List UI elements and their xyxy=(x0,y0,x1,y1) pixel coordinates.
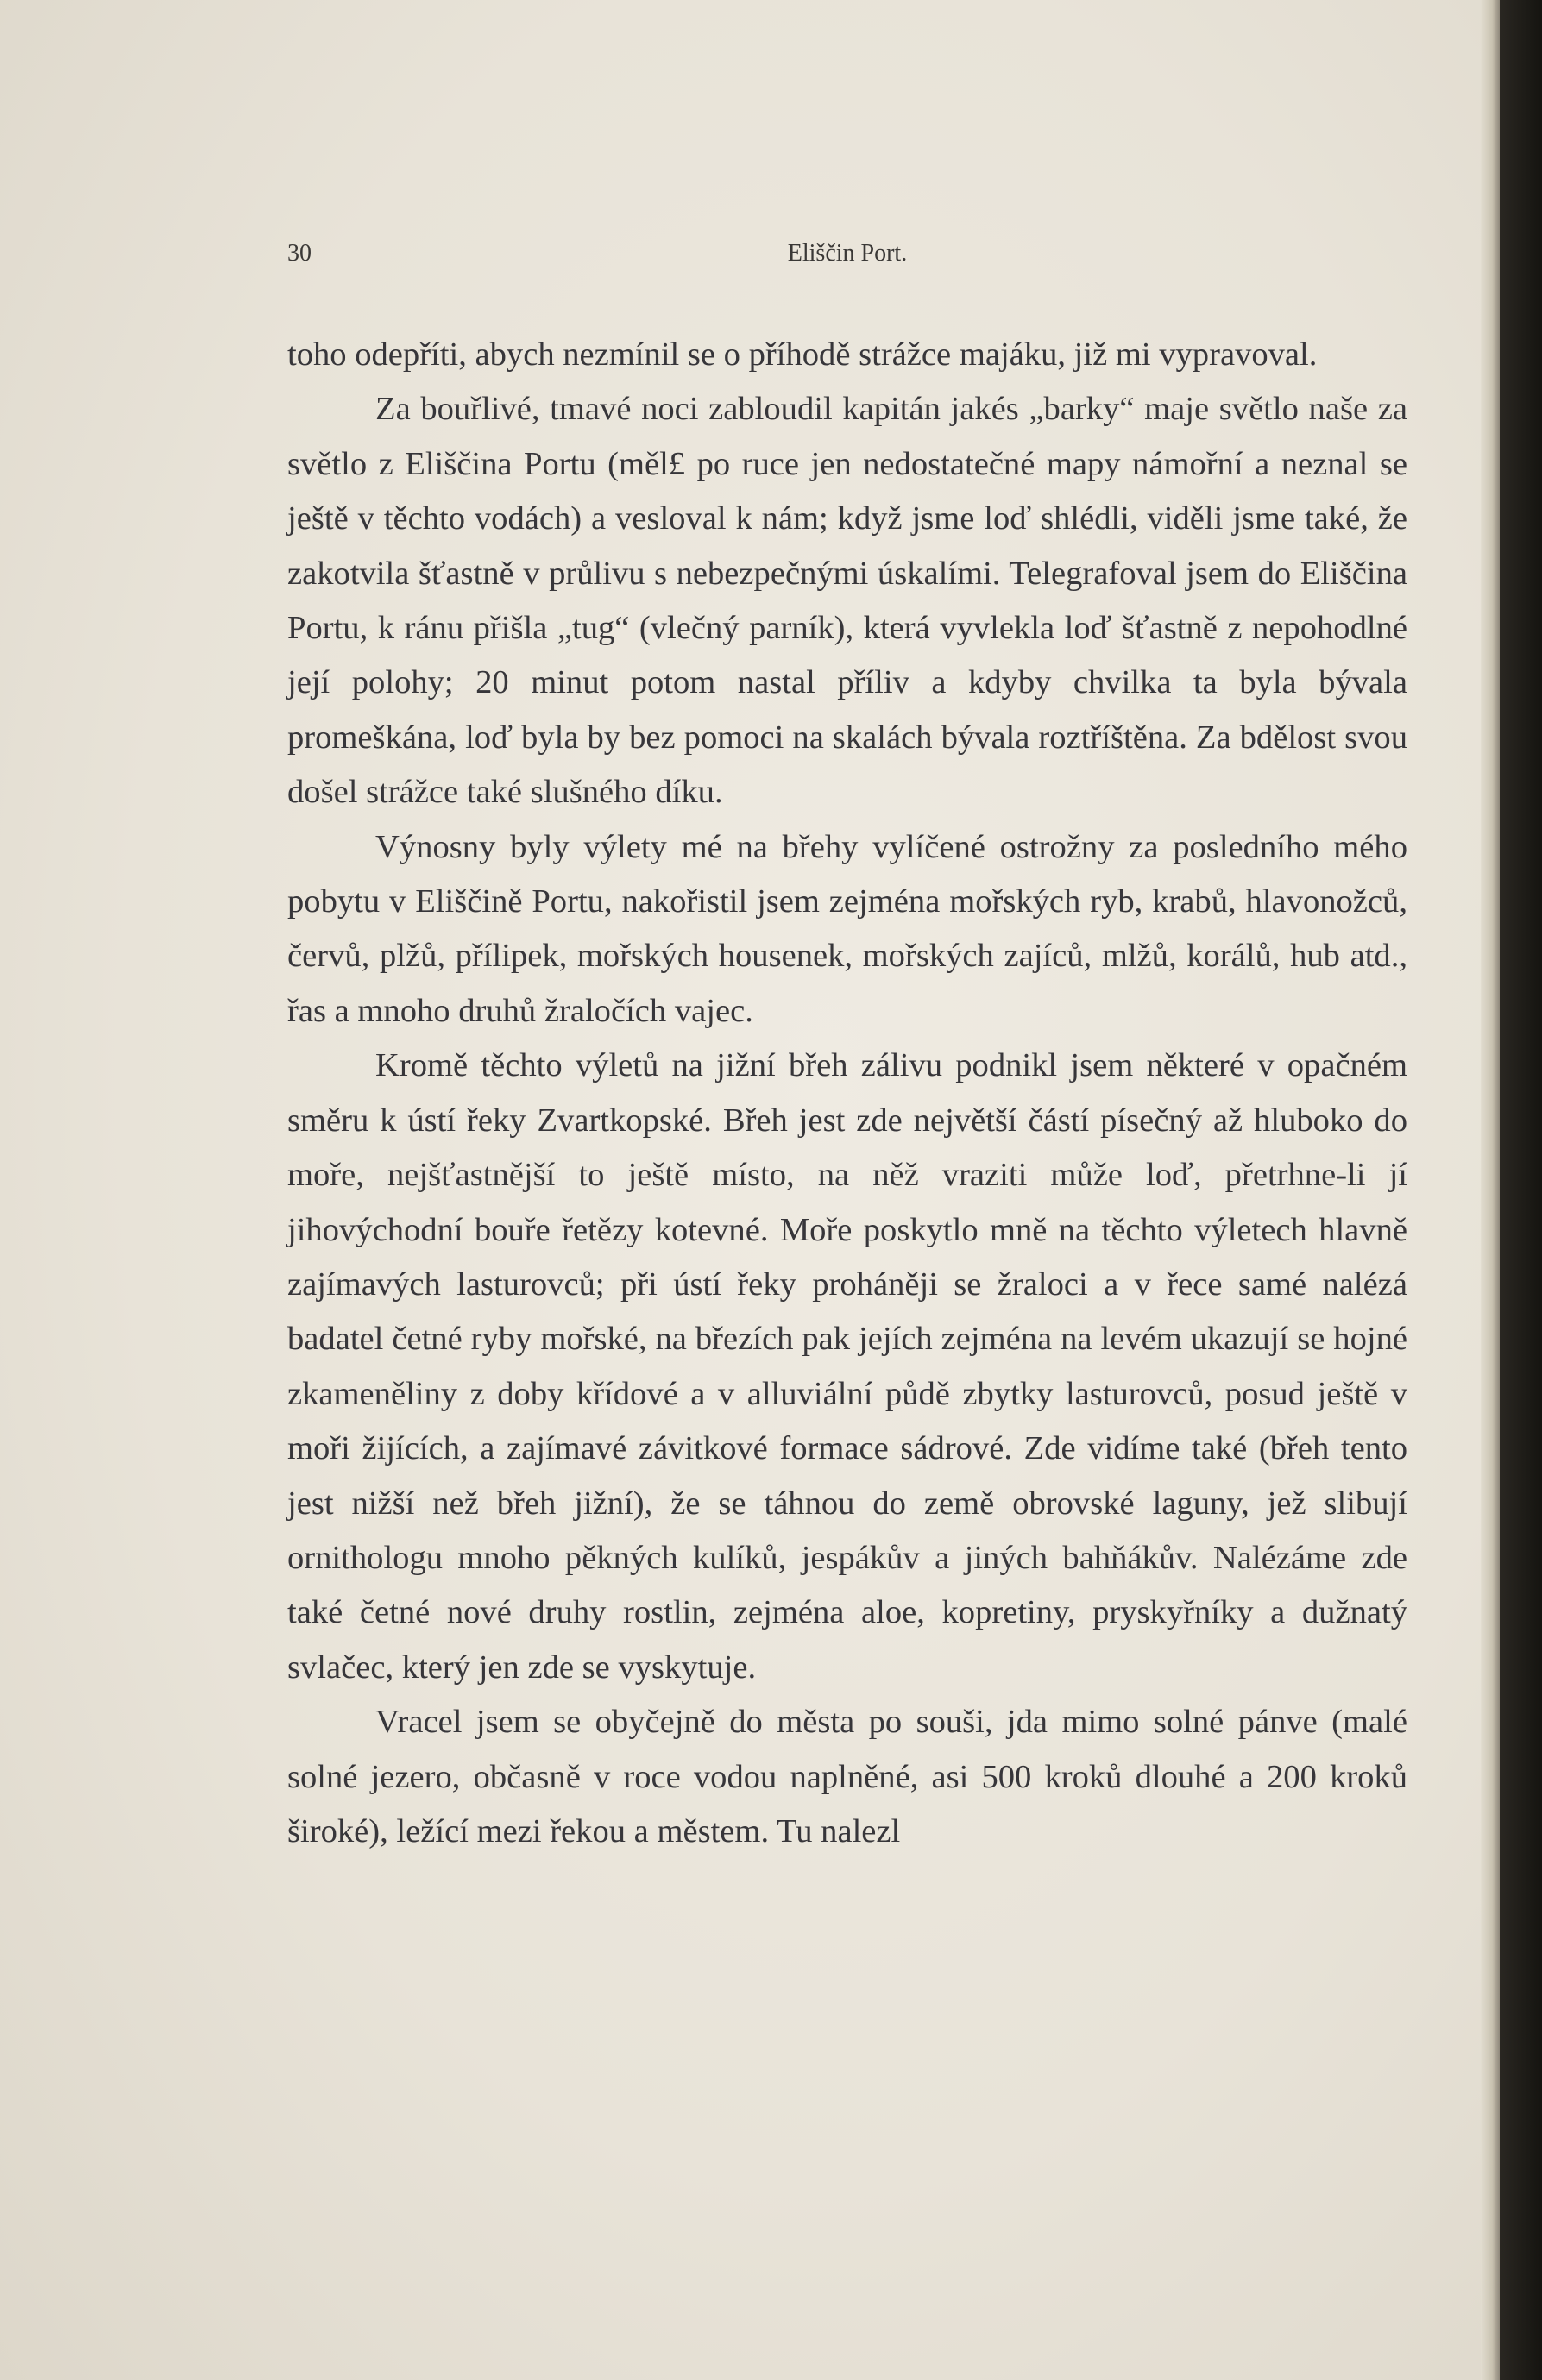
paragraph: Kromě těchto výletů na jižní břeh zálivu podnikl jsem některé v opačném směru k ústí řeky Zvartkopské. Břeh jest zde největší částí písečný až hluboko do moře, nejšťastnější to ještě místo, na něž vraziti může loď, přetrhne-li jí jihovýchodní bouře řetězy kotevné. Moře poskytlo mně na těchto výletech hlavně zajímavých lasturovců; při ústí řeky proháněji se žraloci a v řece samé nalézá badatel četné ryby mořské, na březích pak jejích zejména na levém ukazují se hojné zkameněliny z doby křídové a v alluviální půdě zbytky lasturovců, posud ještě v moři žijících, a zajímavé závitkové formace sádrové. Zde vidíme také (břeh tento jest nižší než břeh jižní), že se táhnou do země obrovské laguny, jež slibují ornithologu mnoho pěkných kulíků, jespákův a jiných bahňákův. Nalézáme zde také četné nové druhy rostlin, zejména aloe, kopretiny, pryskyřníky a dužnatý svlačec, který jen zde se vyskytuje. xyxy=(287,1047,1407,1686)
page-header xyxy=(287,240,1407,274)
paragraph: Vracel jsem se obyčejně do města po souši, jda mimo solné pánve (malé solné jezero, občasně v roce vodou naplněné, asi 500 kroků dlouhé a 200 kroků široké), ležící mezi řekou a městem. Tu nalezl xyxy=(287,1704,1407,1849)
page-number: 30 xyxy=(287,240,312,267)
page-edge xyxy=(1481,0,1500,2380)
running-title: Eliščin Port. xyxy=(787,240,908,267)
paragraph: Za bouřlivé, tmavé noci zabloudil kapitán jakés „barky“ maje světlo naše za světlo z Eliščina Portu (měl£ po ruce jen nedostatečné mapy námořní a neznal se ještě v těchto vodách) a vesloval k nám; když jsme loď shlédli, viděli jsme také, že zakotvila šťastně v průlivu s nebezpečnými úskalími. Telegrafoval jsem do Eliščina Portu, k ránu přišla „tug“ (vlečný parník), která vyvlekla loď šťastně z nepohodlné její polohy; 20 minut potom nastal příliv a kdyby chvilka ta byla bývala promeškána, loď byla by bez pomoci na skalách bývala roztříštěna. Za bdělost svou došel strážce také slušného díku. xyxy=(287,391,1407,811)
paragraph: Výnosny byly výlety mé na břehy vylíčené ostrožny za posledního mého pobytu v Eliščině Portu, nakořistil jsem zejména mořských ryb, krabů, hlavonožců, červů, plžů, přílipek, mořských housenek, mořských zajíců, mlžů, korálů, hub atd., řas a mnoho druhů žraločích vajec. xyxy=(287,828,1407,1029)
book-spine xyxy=(1500,0,1542,2380)
paragraph-continued: toho odepříti, abych nezmínil se o příhodě strážce majáku, již mi vypravoval. xyxy=(287,336,1318,373)
body-text xyxy=(287,328,1407,1859)
